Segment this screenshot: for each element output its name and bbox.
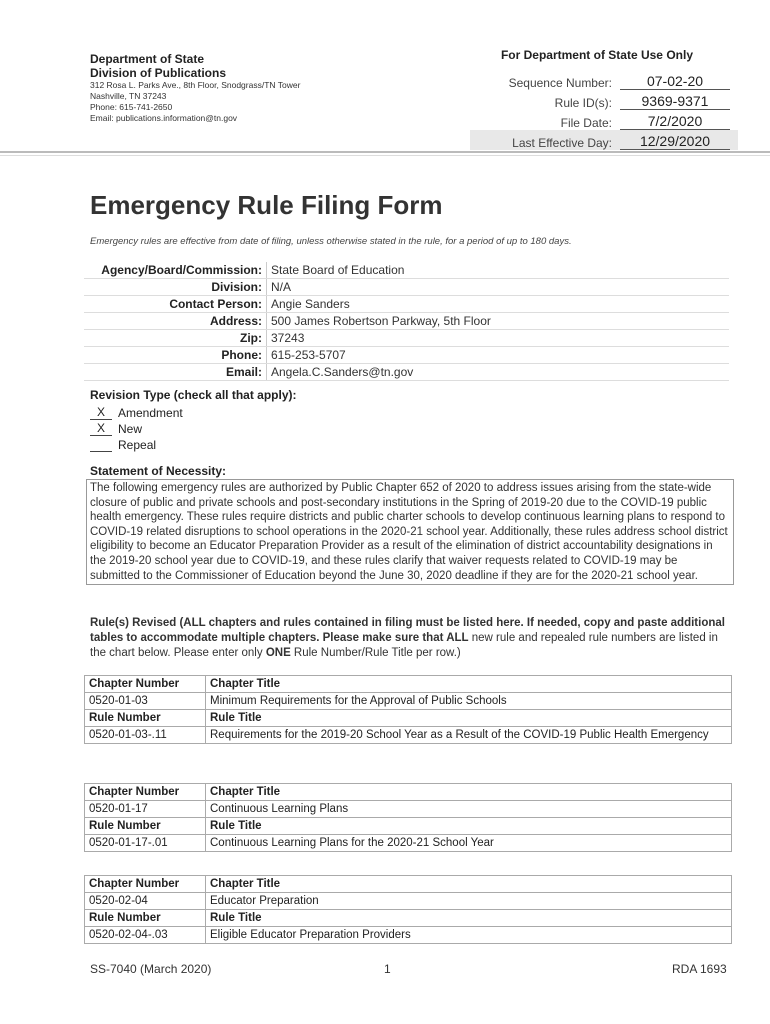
rules-intro-part: Rule(s) Revised (ALL chapters and rules contained in filing must be listed here. If needed, copy and paste additional tables to accommodate multiple chapters. Please make sure that xyxy=(90,617,725,644)
contact-value: Angie Sanders xyxy=(267,296,730,313)
table-row xyxy=(85,710,732,727)
rule-title: Continuous Learning Plans for the 2020-21 School Year xyxy=(206,835,732,852)
zip-label: Zip: xyxy=(84,330,267,347)
table-row xyxy=(84,330,729,347)
divider xyxy=(0,151,770,153)
agency-info-table xyxy=(84,262,729,381)
chapter-title: Educator Preparation xyxy=(206,893,732,910)
table-row xyxy=(84,296,729,313)
official-use-heading: For Department of State Use Only xyxy=(500,48,693,62)
chapter-title-header: Chapter Title xyxy=(206,784,732,801)
dept-name: Department of State xyxy=(90,52,205,66)
necessity-heading: Statement of Necessity: xyxy=(90,464,227,478)
rule-number: 0520-01-03-.11 xyxy=(85,727,206,744)
table-row xyxy=(85,927,732,944)
agency-label: Agency/Board/Commission: xyxy=(84,262,267,279)
revision-option-repeal xyxy=(90,436,297,452)
table-row xyxy=(85,676,732,693)
table-row xyxy=(85,727,732,744)
rule-title: Eligible Educator Preparation Providers xyxy=(206,927,732,944)
rule-table-3 xyxy=(84,875,732,944)
division-name: Division of Publications xyxy=(90,66,227,80)
field-value: 07-02-20 xyxy=(620,73,730,90)
rule-number-header: Rule Number xyxy=(85,710,206,727)
table-row xyxy=(85,801,732,818)
table-row xyxy=(84,347,729,364)
table-row xyxy=(85,893,732,910)
rules-intro-part: new rule and repealed rule numbers are listed in the chart below. Please enter only xyxy=(90,632,718,659)
rule-number: 0520-02-04-.03 xyxy=(85,927,206,944)
division-value: N/A xyxy=(267,279,730,296)
chapter-title-header: Chapter Title xyxy=(206,676,732,693)
revision-checkmark[interactable]: X xyxy=(90,405,112,420)
department-block xyxy=(90,52,300,124)
last-effective-day-row xyxy=(470,130,738,150)
field-label: File Date: xyxy=(560,116,612,130)
chapter-number: 0520-01-17 xyxy=(85,801,206,818)
field-value: 12/29/2020 xyxy=(620,133,730,150)
rule-title-header: Rule Title xyxy=(206,910,732,927)
dept-address: 312 Rosa L. Parks Ave., 8th Floor, Snodgrass/TN Tower xyxy=(90,80,301,90)
chapter-number-header: Chapter Number xyxy=(85,676,206,693)
chapter-number-header: Chapter Number xyxy=(85,784,206,801)
rules-intro-bold: ONE xyxy=(265,647,291,659)
footer-form-id: SS-7040 (March 2020) xyxy=(90,962,212,976)
rules-intro-bold: ALL xyxy=(446,632,469,644)
field-value: 9369-9371 xyxy=(620,93,730,110)
file-date-row xyxy=(470,110,738,130)
chapter-title: Minimum Requirements for the Approval of Public Schools xyxy=(206,693,732,710)
dept-email: Email: publications.information@tn.gov xyxy=(90,113,238,123)
rule-title: Requirements for the 2019-20 School Year as a Result of the COVID-19 Public Health Emergency xyxy=(206,727,732,744)
table-row xyxy=(84,262,729,279)
table-row xyxy=(85,910,732,927)
field-label: Last Effective Day: xyxy=(512,136,612,150)
division-label: Division: xyxy=(84,279,267,296)
field-label: Rule ID(s): xyxy=(554,96,612,110)
email-label: Email: xyxy=(84,364,267,381)
agency-value: State Board of Education xyxy=(267,262,730,279)
rule-table-1 xyxy=(84,675,732,744)
official-use-box xyxy=(470,48,738,152)
chapter-number: 0520-01-03 xyxy=(85,693,206,710)
dept-city: Nashville, TN 37243 xyxy=(90,91,167,101)
dept-phone: Phone: 615-741-2650 xyxy=(90,102,173,112)
table-row xyxy=(85,835,732,852)
phone-value: 615-253-5707 xyxy=(267,347,730,364)
form-title: Emergency Rule Filing Form xyxy=(90,190,443,220)
chapter-title: Continuous Learning Plans xyxy=(206,801,732,818)
phone-label: Phone: xyxy=(84,347,267,364)
revision-heading: Revision Type (check all that apply): xyxy=(90,388,297,402)
rule-number-header: Rule Number xyxy=(85,818,206,835)
chapter-title-header: Chapter Title xyxy=(206,876,732,893)
revision-label: Repeal xyxy=(118,438,157,452)
contact-label: Contact Person: xyxy=(84,296,267,313)
revision-label: Amendment xyxy=(118,406,183,420)
footer-page-number: 1 xyxy=(384,962,391,976)
revision-checkmark[interactable]: X xyxy=(90,421,112,436)
chapter-number: 0520-02-04 xyxy=(85,893,206,910)
field-label: Sequence Number: xyxy=(508,76,612,90)
rules-instructions xyxy=(90,616,735,661)
revision-label: New xyxy=(118,422,143,436)
revision-option-new xyxy=(90,420,297,436)
rules-intro-part: Rule Number/Rule Title per row.) xyxy=(290,647,461,659)
address-value: 500 James Robertson Parkway, 5th Floor xyxy=(267,313,730,330)
rule-id-row xyxy=(470,90,738,110)
email-value: Angela.C.Sanders@tn.gov xyxy=(267,364,730,381)
field-value: 7/2/2020 xyxy=(620,113,730,130)
rule-table-2 xyxy=(84,783,732,852)
table-row xyxy=(85,784,732,801)
address-label: Address: xyxy=(84,313,267,330)
table-row xyxy=(85,818,732,835)
rule-number: 0520-01-17-.01 xyxy=(85,835,206,852)
table-row xyxy=(84,364,729,381)
table-row xyxy=(85,693,732,710)
table-row xyxy=(85,876,732,893)
table-row xyxy=(84,313,729,330)
footer-rda: RDA 1693 xyxy=(672,962,727,976)
necessity-text-box: The following emergency rules are authorized by Public Chapter 652 of 2020 to address issues arising from the state-wide closure of public and private schools and post-secondary institutions in the Spring of 2019-20 due to the COVID-19 public health emergency. These rules require districts and public charter schools to develop continuous learning plans to respond to COVID-19 related disruptions to school operations in the 2020-21 school year. Additionally, these rules address school district eligibility to become an Educator Preparation Provider as a result of the elimination of district accountability designations in the 2019-20 school year due to COVID-19, and these rules clarify that waiver requests related to COVID-19 may be submitted to the Commissioner of Education beyond the June 30, 2020 deadline if they are for the 2020-21 school year. xyxy=(86,479,734,585)
form-subtitle: Emergency rules are effective from date of filing, unless otherwise stated in the rule, for a period of up to 180 days. xyxy=(90,236,572,247)
revision-type-section xyxy=(90,388,297,452)
rule-title-header: Rule Title xyxy=(206,818,732,835)
sequence-number-row xyxy=(470,70,738,90)
revision-checkmark[interactable] xyxy=(90,451,112,452)
divider xyxy=(0,155,770,156)
table-row xyxy=(84,279,729,296)
rule-number-header: Rule Number xyxy=(85,910,206,927)
zip-value: 37243 xyxy=(267,330,730,347)
revision-option-amendment xyxy=(90,404,297,420)
rule-title-header: Rule Title xyxy=(206,710,732,727)
chapter-number-header: Chapter Number xyxy=(85,876,206,893)
